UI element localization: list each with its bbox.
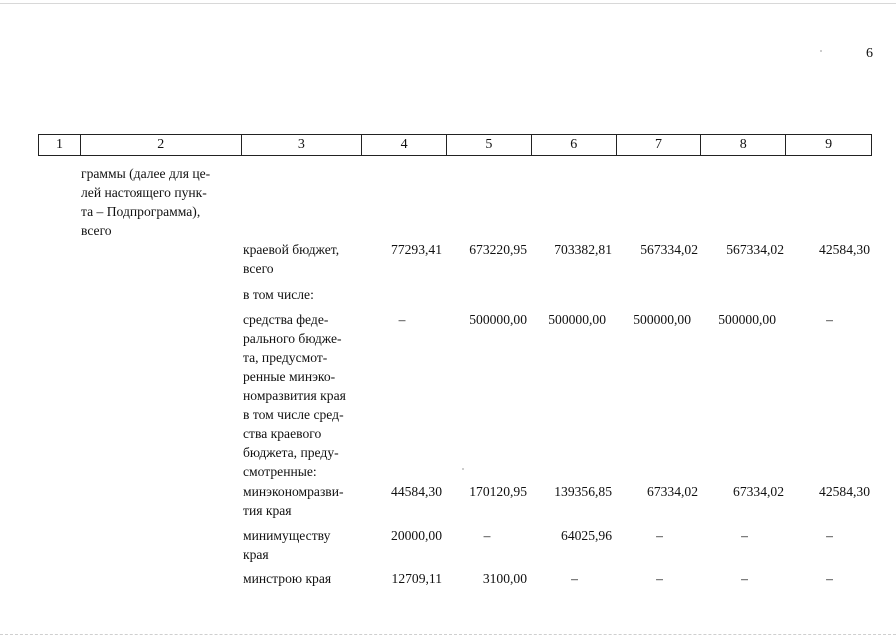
funding-source-label: в том числе сред- ства краевого бюджета, преду- смотренные: [243, 407, 344, 479]
funding-source-label: минэкономразви- тия края [243, 484, 344, 518]
value-col8: 500000,00 [718, 312, 776, 327]
value-col8: – [741, 571, 748, 586]
scan-speck [462, 468, 464, 470]
value-col4: 44584,30 [391, 484, 442, 499]
funding-source-label: краевой бюджет, всего [243, 242, 340, 276]
value-col5: 3100,00 [482, 571, 527, 586]
value-col9: – [826, 571, 833, 586]
value-col6: 139356,85 [554, 484, 612, 499]
value-col5: – [483, 528, 491, 543]
header-cell: 5 [447, 135, 532, 155]
value-col6: 64025,96 [561, 528, 612, 543]
header-cell: 2 [81, 135, 242, 155]
value-col9: – [826, 528, 833, 543]
value-col4: 12709,11 [391, 571, 442, 586]
funding-source-label: средства феде- рального бюдже- та, предусмот- ренные минэко- номразвития края [243, 312, 346, 403]
page-number: 6 [866, 46, 873, 61]
value-col7: – [656, 528, 663, 543]
page-top-edge [0, 3, 896, 4]
header-cell: 3 [242, 135, 363, 155]
header-cell: 1 [39, 135, 81, 155]
column-number-header [38, 134, 872, 156]
funding-source-label: минстрою края [243, 571, 332, 586]
value-col4: 77293,41 [391, 242, 442, 257]
value-col5: 673220,95 [469, 242, 527, 257]
funding-source-label: минимуществу края [243, 528, 331, 562]
value-col7: – [656, 571, 663, 586]
value-col6: – [571, 571, 578, 586]
value-col5: 170120,95 [469, 484, 527, 499]
value-col9: 42584,30 [819, 484, 870, 499]
scan-speck [820, 50, 822, 52]
value-col9: – [826, 312, 833, 327]
value-col7: 67334,02 [647, 484, 698, 499]
value-col4: 20000,00 [391, 528, 442, 543]
header-cell: 6 [532, 135, 617, 155]
value-col6: 500000,00 [548, 312, 606, 327]
value-col4: – [398, 312, 406, 327]
value-col8: 67334,02 [733, 484, 784, 499]
header-cell: 8 [701, 135, 786, 155]
header-cell: 7 [617, 135, 702, 155]
funding-source-label: в том числе: [243, 287, 314, 302]
value-col8: 567334,02 [726, 242, 784, 257]
value-col6: 703382,81 [554, 242, 612, 257]
value-col8: – [741, 528, 748, 543]
value-col7: 567334,02 [640, 242, 698, 257]
value-col7: 500000,00 [633, 312, 691, 327]
subprogram-name-continuation: граммы (далее для це- лей настоящего пунк- та – Подпрограмма), всего [81, 166, 211, 238]
header-cell: 9 [825, 137, 833, 152]
page-bottom-edge [0, 634, 896, 635]
value-col5: 500000,00 [469, 312, 527, 327]
header-cell: 4 [362, 135, 447, 155]
value-col9: 42584,30 [819, 242, 870, 257]
